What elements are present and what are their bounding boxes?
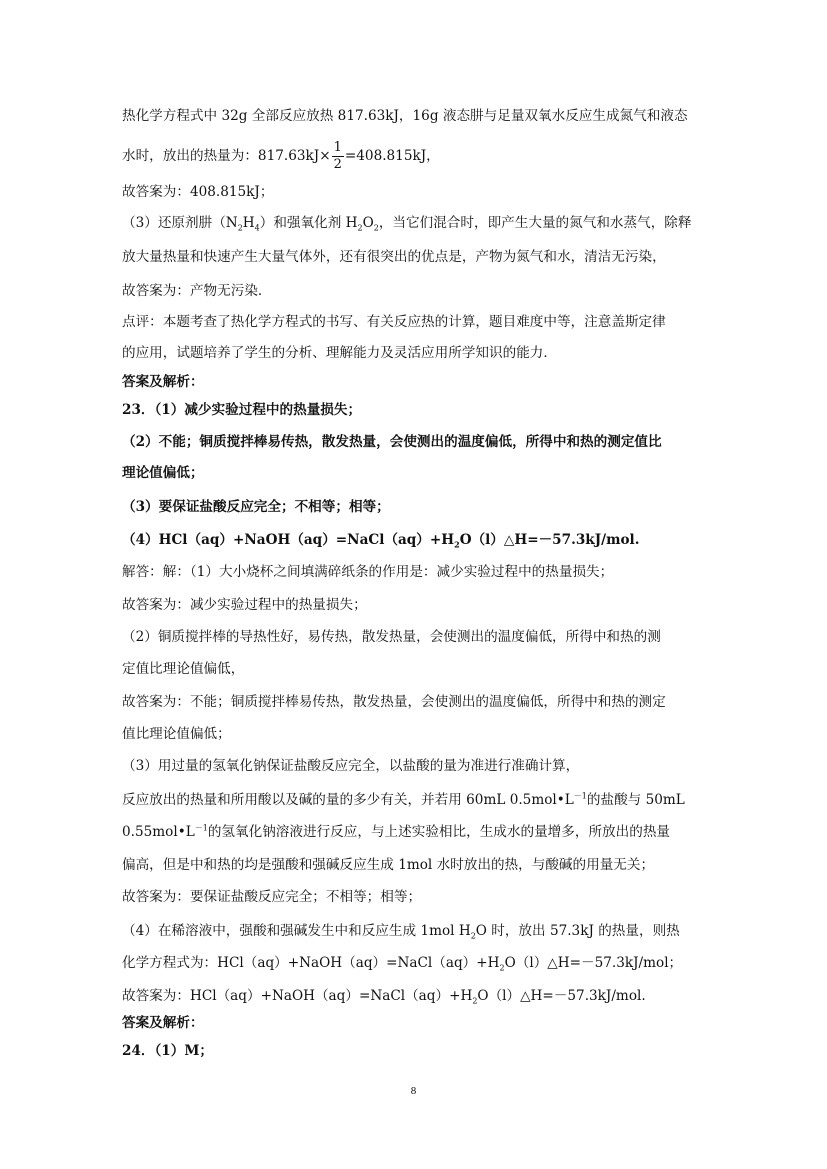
answer-line-equation	[122, 530, 712, 550]
subscript: 2	[357, 223, 363, 233]
text-line	[122, 986, 712, 1006]
answer-line: （2）不能；铜质搅拌棒易传热，散发热量，会使测出的温度偏低，所得中和热的测定值比	[122, 434, 662, 450]
text-segment: ，当它们混合时，即产生大量的氮气和水蒸气，除释	[378, 215, 692, 231]
text-segment: （4）HCl（aq）+NaOH（aq）=NaCl（aq）+H	[122, 532, 455, 548]
text-line: 故答案为：不能；铜质搅拌棒易传热，散发热量，会使测出的温度偏低，所得中和热的测定	[122, 694, 666, 710]
text-segment: 故答案为：HCl（aq）+NaOH（aq）=NaCl（aq）+H	[122, 988, 473, 1004]
section-heading: 答案及解析：	[122, 374, 204, 390]
subscript: 2	[373, 223, 379, 233]
superscript: －1	[194, 823, 208, 833]
text-line: 值比理论值偏低；	[122, 726, 231, 742]
fraction-numerator: 1	[333, 140, 342, 155]
text-segment: 0.55mol•L	[122, 824, 195, 840]
text-line: （2）铜质搅拌棒的导热性好，易传热，散发热量，会使测出的温度偏低，所得中和热的测	[122, 629, 661, 645]
text-line: 解答：解：（1）大小烧杯之间填满碎纸条的作用是：减少实验过程中的热量损失；	[122, 564, 614, 580]
text-segment: H	[242, 215, 255, 231]
text-segment: O（l）△H=－57.3kJ/mol；	[504, 955, 683, 971]
answer-line: 24．（1）M；	[122, 1043, 213, 1059]
text-line	[122, 953, 712, 973]
text-line: 故答案为：要保证盐酸反应完全；不相等；相等；	[122, 889, 422, 905]
text-segment: O（l）△H=－57.3kJ/mol.	[459, 532, 640, 548]
answer-line: 理论值偏低；	[122, 465, 204, 481]
subscript: 2	[472, 996, 478, 1006]
text-line: 放大量热量和快速产生大量气体外，还有很突出的优点是，产物为氮气和水，清洁无污染，	[122, 249, 666, 265]
subscript: 2	[470, 931, 476, 941]
subscript: 2	[499, 963, 505, 973]
text-segment: 水时，放出的热量为：817.63kJ×	[122, 148, 331, 164]
text-line: 故答案为：减少实验过程中的热量损失；	[122, 597, 367, 613]
text-line: 的应用，试题培养了学生的分析、理解能力及灵活应用所学知识的能力．	[122, 345, 557, 361]
fraction-one-half	[332, 140, 344, 173]
text-segment: （3）还原剂肼（N	[122, 215, 238, 231]
text-segment: 反应放出的热量和所用酸以及碱的量的多少有关，并若用 60mL 0.5mol•L	[122, 792, 574, 808]
text-line	[122, 921, 712, 941]
text-segment: 的盐酸与 50mL	[586, 792, 685, 808]
text-line: 热化学方程式中 32g 全部反应放热 817.63kJ，16g 液态肼与足量双氧水反应生成氮气和液态	[122, 108, 688, 124]
text-segment: 化学方程式为：HCl（aq）+NaOH（aq）=NaCl（aq）+H	[122, 955, 500, 971]
text-line	[122, 822, 712, 842]
text-segment: ）和强氧化剂 H	[259, 215, 358, 231]
text-line-fraction	[122, 140, 712, 173]
text-segment: O 时，放出 57.3kJ 的热量，则热	[475, 923, 680, 939]
superscript: －1	[573, 791, 587, 801]
answer-line: 23．（1）减少实验过程中的热量损失；	[122, 402, 362, 418]
text-line: 偏高，但是中和热的均是强酸和强碱反应生成 1mol 水时放出的热，与酸碱的用量无关；	[122, 857, 655, 873]
page-number: 8	[410, 1085, 417, 1097]
text-line: 故答案为：产物无污染．	[122, 283, 272, 299]
text-line: 故答案为：408.815kJ；	[122, 184, 274, 200]
text-segment: （4）在稀溶液中，强酸和强碱发生中和反应生成 1mol H	[122, 923, 471, 939]
text-line: （3）用过量的氢氧化钠保证盐酸反应完全，以盐酸的量为准进行准确计算，	[122, 758, 580, 774]
text-line	[122, 213, 712, 233]
fraction-denominator: 2	[333, 157, 342, 172]
text-segment: O	[362, 215, 374, 231]
text-line: 点评：本题考查了热化学方程式的书写、有关反应热的计算，题目难度中等，注意盖斯定律	[122, 314, 666, 330]
text-line	[122, 790, 712, 810]
text-segment: =408.815kJ，	[344, 148, 440, 164]
section-heading: 答案及解析：	[122, 1015, 204, 1031]
text-segment: 的氢氧化钠溶液进行反应，与上述实验相比，生成水的量增多，所放出的热量	[207, 824, 671, 840]
answer-line: （3）要保证盐酸反应完全；不相等；相等；	[122, 499, 390, 515]
text-line: 定值比理论值偏低，	[122, 661, 245, 677]
subscript: 2	[237, 223, 243, 233]
subscript: 2	[454, 539, 460, 550]
subscript: 4	[254, 223, 260, 233]
text-segment: O（l）△H=－57.3kJ/mol.	[477, 988, 646, 1004]
